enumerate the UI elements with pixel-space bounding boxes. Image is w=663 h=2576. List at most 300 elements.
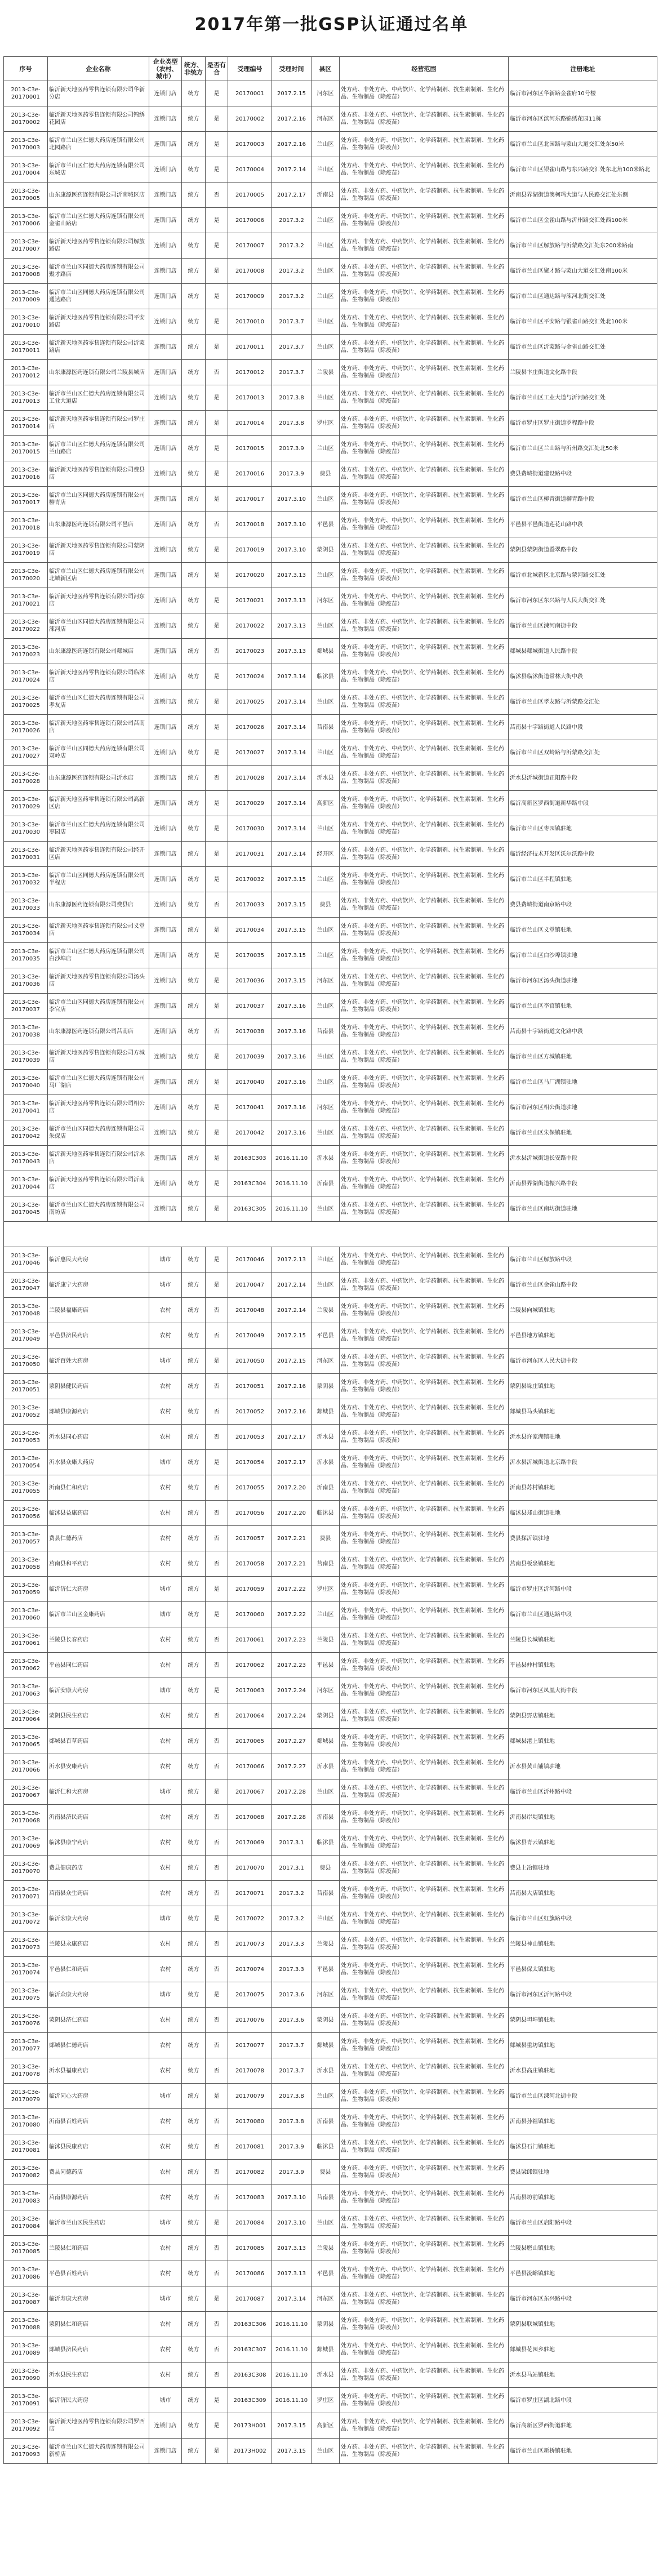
table-row bbox=[4, 2109, 657, 2134]
county-cell: 兰山区 bbox=[312, 918, 340, 943]
acceptance-number-cell: 20170042 bbox=[228, 1120, 272, 1146]
business-scope-cell: 处方药、非处方药、中药饮片、化学药制剂、抗生素制剂、生化药品、生物制品（除疫苗） bbox=[340, 1171, 509, 1196]
acceptance-number-cell: 20170079 bbox=[228, 2084, 272, 2109]
rx-status-cell: 统方 bbox=[182, 766, 206, 791]
acceptance-number-cell: 20170072 bbox=[228, 1906, 272, 1932]
serial-cell: 2013-C3e-20170024 bbox=[4, 664, 48, 689]
acceptance-date-cell: 2017.2.23 bbox=[272, 1653, 312, 1678]
business-scope-cell: 处方药、非处方药、中药饮片、化学药制剂、抗生素制剂、生化药品、生物制品（除疫苗） bbox=[340, 2439, 509, 2464]
rx-status-cell: 统方 bbox=[182, 1627, 206, 1653]
company-type-cell: 农村 bbox=[149, 1932, 182, 1957]
business-scope-cell: 处方药、非处方药、中药饮片、化学药制剂、抗生素制剂、生化药品、生物制品（除疫苗） bbox=[340, 2033, 509, 2058]
qualified-cell: 是 bbox=[206, 1982, 228, 2008]
company-name-cell: 平邑县济民药店 bbox=[48, 1323, 149, 1349]
company-type-cell: 农村 bbox=[149, 2058, 182, 2084]
serial-cell: 2013-C3e-20170052 bbox=[4, 1399, 48, 1425]
acceptance-number-cell: 20170087 bbox=[228, 2286, 272, 2312]
acceptance-number-cell: 20170066 bbox=[228, 1754, 272, 1779]
county-cell: 郯城县 bbox=[312, 2033, 340, 2058]
business-scope-cell: 处方药、非处方药、中药饮片、化学药制剂、抗生素制剂、生化药品、生物制品（除疫苗） bbox=[340, 1273, 509, 1298]
acceptance-number-cell: 20170059 bbox=[228, 1577, 272, 1602]
acceptance-number-cell: 20163C306 bbox=[228, 2312, 272, 2337]
acceptance-date-cell: 2017.3.2 bbox=[272, 1906, 312, 1932]
registered-address-cell: 费县梁邱镇驻地 bbox=[509, 2160, 657, 2185]
acceptance-number-cell: 20170060 bbox=[228, 1602, 272, 1627]
business-scope-cell: 处方药、非处方药、中药饮片、化学药制剂、抗生素制剂、生化药品、生物制品（除疫苗） bbox=[340, 208, 509, 233]
serial-cell: 2013-C3e-20170034 bbox=[4, 918, 48, 943]
registered-address-cell: 沂水县沂城街道正阳路中段 bbox=[509, 766, 657, 791]
table-row bbox=[4, 1957, 657, 1982]
qualified-cell: 否 bbox=[206, 2109, 228, 2134]
acceptance-number-cell: 20170086 bbox=[228, 2261, 272, 2286]
registered-address-cell: 郯城县马头镇驻地 bbox=[509, 1399, 657, 1425]
registered-address-cell: 临沂市兰山区马厂湖镇驻地 bbox=[509, 1070, 657, 1095]
business-scope-cell: 处方药、非处方药、中药饮片、化学药制剂、抗生素制剂、生化药品、生物制品（除疫苗） bbox=[340, 1374, 509, 1399]
business-scope-cell: 处方药、非处方药、中药饮片、化学药制剂、抗生素制剂、生化药品、生物制品（除疫苗） bbox=[340, 1957, 509, 1982]
county-cell: 郯城县 bbox=[312, 2337, 340, 2363]
acceptance-date-cell: 2017.2.16 bbox=[272, 1399, 312, 1425]
acceptance-number-cell: 20170055 bbox=[228, 1475, 272, 1501]
company-name-cell: 蒙阴县仁和药店 bbox=[48, 2312, 149, 2337]
rx-status-cell: 统方 bbox=[182, 208, 206, 233]
serial-cell: 2013-C3e-20170091 bbox=[4, 2388, 48, 2413]
company-type-cell: 连锁门店 bbox=[149, 259, 182, 284]
qualified-cell: 否 bbox=[206, 1526, 228, 1551]
company-name-cell: 临沂市兰山区仁德大药房连锁有限公司孝友店 bbox=[48, 689, 149, 715]
county-cell: 费县 bbox=[312, 892, 340, 918]
company-type-cell: 连锁门店 bbox=[149, 892, 182, 918]
company-name-cell: 临沂市兰山区仁德大药房连锁有限公司金雀山路店 bbox=[48, 208, 149, 233]
acceptance-number-cell: 20170070 bbox=[228, 1856, 272, 1881]
acceptance-date-cell: 2017.3.7 bbox=[272, 360, 312, 385]
county-cell: 沂水县 bbox=[312, 2363, 340, 2388]
county-cell: 兰山区 bbox=[312, 613, 340, 639]
company-type-cell: 连锁门店 bbox=[149, 740, 182, 766]
rx-status-cell: 统方 bbox=[182, 537, 206, 563]
acceptance-date-cell: 2017.3.7 bbox=[272, 335, 312, 360]
qualified-cell: 是 bbox=[206, 2210, 228, 2236]
registered-address-cell: 临沂经济技术开发区沃尔沃路中段 bbox=[509, 842, 657, 867]
county-cell: 河东区 bbox=[312, 1982, 340, 2008]
company-type-cell: 农村 bbox=[149, 2185, 182, 2210]
business-scope-cell: 处方药、非处方药、中药饮片、化学药制剂、抗生素制剂、生化药品、生物制品（除疫苗） bbox=[340, 588, 509, 613]
qualified-cell: 是 bbox=[206, 309, 228, 335]
table-row bbox=[4, 1501, 657, 1526]
company-name-cell: 山东康源医药连锁有限公司平邑店 bbox=[48, 512, 149, 537]
qualified-cell: 否 bbox=[206, 1019, 228, 1044]
company-type-cell: 连锁门店 bbox=[149, 1095, 182, 1120]
company-name-cell: 临沂安康大药房 bbox=[48, 1678, 149, 1703]
table-row bbox=[4, 994, 657, 1019]
table-row bbox=[4, 157, 657, 183]
company-name-cell: 蒙阴县民生药店 bbox=[48, 1703, 149, 1729]
acceptance-date-cell: 2017.2.27 bbox=[272, 1754, 312, 1779]
table-row bbox=[4, 1349, 657, 1374]
table-row bbox=[4, 867, 657, 892]
company-name-cell: 临沂宏康大药房 bbox=[48, 1906, 149, 1932]
business-scope-cell: 处方药、非处方药、中药饮片、化学药制剂、抗生素制剂、生化药品、生物制品（除疫苗） bbox=[340, 2337, 509, 2363]
qualified-cell: 是 bbox=[206, 1273, 228, 1298]
acceptance-date-cell: 2017.2.24 bbox=[272, 1703, 312, 1729]
registered-address-cell: 临沂市兰山区工业大道与沂河路交汇处 bbox=[509, 385, 657, 411]
table-row bbox=[4, 461, 657, 487]
qualified-cell: 否 bbox=[206, 1881, 228, 1906]
company-name-cell: 临沂市兰山区仁德大药房连锁有限公司马厂湖店 bbox=[48, 1070, 149, 1095]
county-cell: 沂水县 bbox=[312, 766, 340, 791]
business-scope-cell: 处方药、非处方药、中药饮片、化学药制剂、抗生素制剂、生化药品、生物制品（除疫苗） bbox=[340, 436, 509, 461]
rx-status-cell: 统方 bbox=[182, 1247, 206, 1273]
acceptance-date-cell: 2017.3.8 bbox=[272, 2109, 312, 2134]
registered-address-cell: 临沂市兰山区朱保镇驻地 bbox=[509, 1120, 657, 1146]
qualified-cell: 否 bbox=[206, 2058, 228, 2084]
acceptance-date-cell: 2017.3.16 bbox=[272, 1019, 312, 1044]
county-cell: 兰山区 bbox=[312, 233, 340, 259]
qualified-cell: 是 bbox=[206, 284, 228, 309]
county-cell: 兰山区 bbox=[312, 943, 340, 968]
qualified-cell: 是 bbox=[206, 842, 228, 867]
acceptance-date-cell: 2017.3.8 bbox=[272, 2084, 312, 2109]
table-row bbox=[4, 588, 657, 613]
rx-status-cell: 统方 bbox=[182, 689, 206, 715]
county-cell: 罗庄区 bbox=[312, 411, 340, 436]
county-cell: 兰山区 bbox=[312, 994, 340, 1019]
company-type-cell: 城市 bbox=[149, 1450, 182, 1475]
company-type-cell: 城市 bbox=[149, 2210, 182, 2236]
business-scope-cell: 处方药、非处方药、中药饮片、化学药制剂、抗生素制剂、生化药品、生物制品（除疫苗） bbox=[340, 1146, 509, 1171]
registered-address-cell: 临沂市北城新区北京路与蒙河路交汇处 bbox=[509, 563, 657, 588]
table-row bbox=[4, 563, 657, 588]
county-cell: 兰山区 bbox=[312, 689, 340, 715]
company-name-cell: 兰陵县永康药店 bbox=[48, 1932, 149, 1957]
rx-status-cell: 统方 bbox=[182, 588, 206, 613]
company-name-cell: 临沂市兰山区仁德大药房连锁有限公司南坊店 bbox=[48, 1196, 149, 1222]
registered-address-cell: 临沂市罗庄区罗庄街道罗程路中段 bbox=[509, 411, 657, 436]
serial-cell: 2013-C3e-20170010 bbox=[4, 309, 48, 335]
company-name-cell: 临沂市兰山区同德大药房连锁有限公司涑河店 bbox=[48, 613, 149, 639]
rx-status-cell: 统方 bbox=[182, 791, 206, 816]
header-cell: 序号 bbox=[4, 57, 48, 81]
serial-cell: 2013-C3e-20170049 bbox=[4, 1323, 48, 1349]
registered-address-cell: 临沂市河东区东兴路中段 bbox=[509, 2286, 657, 2312]
acceptance-date-cell: 2017.2.15 bbox=[272, 1323, 312, 1349]
table-row bbox=[4, 2160, 657, 2185]
acceptance-date-cell: 2017.3.10 bbox=[272, 2185, 312, 2210]
table-row bbox=[4, 918, 657, 943]
acceptance-date-cell: 2017.2.21 bbox=[272, 1526, 312, 1551]
company-name-cell: 蒙阴县健民药店 bbox=[48, 1374, 149, 1399]
company-name-cell: 临沂新天地医药零售连锁有限公司义堂店 bbox=[48, 918, 149, 943]
serial-cell: 2013-C3e-20170016 bbox=[4, 461, 48, 487]
rx-status-cell: 统方 bbox=[182, 1729, 206, 1754]
acceptance-date-cell: 2017.3.2 bbox=[272, 284, 312, 309]
company-type-cell: 连锁门店 bbox=[149, 867, 182, 892]
rx-status-cell: 统方 bbox=[182, 1653, 206, 1678]
company-type-cell: 连锁门店 bbox=[149, 487, 182, 512]
serial-cell: 2013-C3e-20170051 bbox=[4, 1374, 48, 1399]
qualified-cell: 是 bbox=[206, 537, 228, 563]
business-scope-cell: 处方药、非处方药、中药饮片、化学药制剂、抗生素制剂、生化药品、生物制品（除疫苗） bbox=[340, 740, 509, 766]
rx-status-cell: 统方 bbox=[182, 1856, 206, 1881]
acceptance-date-cell: 2017.2.24 bbox=[272, 1678, 312, 1703]
county-cell: 莒南县 bbox=[312, 1551, 340, 1577]
acceptance-number-cell: 20170004 bbox=[228, 157, 272, 183]
county-cell: 临沭县 bbox=[312, 664, 340, 689]
serial-cell: 2013-C3e-20170076 bbox=[4, 2008, 48, 2033]
acceptance-number-cell: 20170007 bbox=[228, 233, 272, 259]
rx-status-cell: 统方 bbox=[182, 1120, 206, 1146]
company-type-cell: 农村 bbox=[149, 2109, 182, 2134]
company-name-cell: 临沂市兰山区仁德大药房连锁有限公司新桥店 bbox=[48, 2439, 149, 2464]
company-type-cell: 连锁门店 bbox=[149, 639, 182, 664]
business-scope-cell: 处方药、非处方药、中药饮片、化学药制剂、抗生素制剂、生化药品、生物制品（除疫苗） bbox=[340, 689, 509, 715]
qualified-cell: 否 bbox=[206, 766, 228, 791]
table-row bbox=[4, 487, 657, 512]
rx-status-cell: 统方 bbox=[182, 1323, 206, 1349]
table-row bbox=[4, 943, 657, 968]
county-cell: 兰山区 bbox=[312, 487, 340, 512]
qualified-cell: 否 bbox=[206, 183, 228, 208]
qualified-cell: 是 bbox=[206, 132, 228, 157]
company-type-cell: 城市 bbox=[149, 2388, 182, 2413]
rx-status-cell: 统方 bbox=[182, 1754, 206, 1779]
qualified-cell: 是 bbox=[206, 791, 228, 816]
serial-cell: 2013-C3e-20170037 bbox=[4, 994, 48, 1019]
business-scope-cell: 处方药、非处方药、中药饮片、化学药制剂、抗生素制剂、生化药品、生物制品（除疫苗） bbox=[340, 1450, 509, 1475]
table-row bbox=[4, 183, 657, 208]
acceptance-number-cell: 20170012 bbox=[228, 360, 272, 385]
qualified-cell: 是 bbox=[206, 2388, 228, 2413]
registered-address-cell: 蒙阴县垛庄镇驻地 bbox=[509, 1374, 657, 1399]
serial-cell: 2013-C3e-20170069 bbox=[4, 1830, 48, 1856]
registered-address-cell: 平邑县保太镇驻地 bbox=[509, 1957, 657, 1982]
company-name-cell: 临沭县益康药店 bbox=[48, 1501, 149, 1526]
acceptance-date-cell: 2017.3.7 bbox=[272, 309, 312, 335]
page-title: 2017年第一批GSP认证通过名单 bbox=[194, 15, 469, 34]
business-scope-cell: 处方药、非处方药、中药饮片、化学药制剂、抗生素制剂、生化药品、生物制品（除疫苗） bbox=[340, 2286, 509, 2312]
company-type-cell: 连锁门店 bbox=[149, 512, 182, 537]
registered-address-cell: 临沭县石门镇驻地 bbox=[509, 2134, 657, 2160]
acceptance-number-cell: 20170083 bbox=[228, 2185, 272, 2210]
serial-cell: 2013-C3e-20170077 bbox=[4, 2033, 48, 2058]
serial-cell: 2013-C3e-20170057 bbox=[4, 1526, 48, 1551]
qualified-cell: 否 bbox=[206, 512, 228, 537]
company-type-cell: 农村 bbox=[149, 1399, 182, 1425]
business-scope-cell: 处方药、非处方药、中药饮片、化学药制剂、抗生素制剂、生化药品、生物制品（除疫苗） bbox=[340, 81, 509, 106]
table-row bbox=[4, 1070, 657, 1095]
business-scope-cell: 处方药、非处方药、中药饮片、化学药制剂、抗生素制剂、生化药品、生物制品（除疫苗） bbox=[340, 2413, 509, 2439]
acceptance-number-cell: 20170052 bbox=[228, 1399, 272, 1425]
business-scope-cell: 处方药、非处方药、中药饮片、化学药制剂、抗生素制剂、生化药品、生物制品（除疫苗） bbox=[340, 1627, 509, 1653]
rx-status-cell: 统方 bbox=[182, 2033, 206, 2058]
acceptance-date-cell: 2017.2.17 bbox=[272, 1450, 312, 1475]
serial-cell: 2013-C3e-20170089 bbox=[4, 2337, 48, 2363]
business-scope-cell: 处方药、非处方药、中药饮片、化学药制剂、抗生素制剂、生化药品、生物制品（除疫苗） bbox=[340, 106, 509, 132]
rx-status-cell: 统方 bbox=[182, 2236, 206, 2261]
company-type-cell: 连锁门店 bbox=[149, 994, 182, 1019]
county-cell: 费县 bbox=[312, 1856, 340, 1881]
company-type-cell: 连锁门店 bbox=[149, 943, 182, 968]
county-cell: 平邑县 bbox=[312, 1323, 340, 1349]
table-row bbox=[4, 892, 657, 918]
acceptance-number-cell: 20170082 bbox=[228, 2160, 272, 2185]
serial-cell: 2013-C3e-20170053 bbox=[4, 1425, 48, 1450]
table-row bbox=[4, 1703, 657, 1729]
company-type-cell: 连锁门店 bbox=[149, 157, 182, 183]
qualified-cell: 是 bbox=[206, 563, 228, 588]
serial-cell: 2013-C3e-20170026 bbox=[4, 715, 48, 740]
county-cell: 兰山区 bbox=[312, 1120, 340, 1146]
business-scope-cell: 处方药、非处方药、中药饮片、化学药制剂、抗生素制剂、生化药品、生物制品（除疫苗） bbox=[340, 2134, 509, 2160]
table-row bbox=[4, 233, 657, 259]
rx-status-cell: 统方 bbox=[182, 1602, 206, 1627]
serial-cell: 2013-C3e-20170007 bbox=[4, 233, 48, 259]
registered-address-cell: 临沂市兰山区兰山路与沂州路交汇处北50米 bbox=[509, 436, 657, 461]
serial-cell: 2013-C3e-20170092 bbox=[4, 2413, 48, 2439]
company-type-cell: 连锁门店 bbox=[149, 918, 182, 943]
serial-cell: 2013-C3e-20170090 bbox=[4, 2363, 48, 2388]
rx-status-cell: 统方 bbox=[182, 309, 206, 335]
qualified-cell: 是 bbox=[206, 259, 228, 284]
business-scope-cell: 处方药、非处方药、中药饮片、化学药制剂、抗生素制剂、生化药品、生物制品（除疫苗） bbox=[340, 1323, 509, 1349]
registered-address-cell: 临沂市兰山区金雀山路中段 bbox=[509, 1273, 657, 1298]
acceptance-number-cell: 20170027 bbox=[228, 740, 272, 766]
qualified-cell: 是 bbox=[206, 1044, 228, 1070]
company-name-cell: 临沂新天地医药零售连锁有限公司方城店 bbox=[48, 1044, 149, 1070]
table-row bbox=[4, 1602, 657, 1627]
serial-cell: 2013-C3e-20170084 bbox=[4, 2210, 48, 2236]
registered-address-cell: 临沂市兰山区聚才路与蒙山大道交汇处南100米 bbox=[509, 259, 657, 284]
business-scope-cell: 处方药、非处方药、中药饮片、化学药制剂、抗生素制剂、生化药品、生物制品（除疫苗） bbox=[340, 1120, 509, 1146]
qualified-cell: 否 bbox=[206, 1627, 228, 1653]
qualified-cell: 是 bbox=[206, 1095, 228, 1120]
acceptance-date-cell: 2017.3.2 bbox=[272, 208, 312, 233]
county-cell: 兰山区 bbox=[312, 1779, 340, 1805]
rx-status-cell: 统方 bbox=[182, 740, 206, 766]
rx-status-cell: 统方 bbox=[182, 2160, 206, 2185]
rx-status-cell: 统方 bbox=[182, 943, 206, 968]
table-row bbox=[4, 1653, 657, 1678]
acceptance-number-cell: 20170050 bbox=[228, 1349, 272, 1374]
company-name-cell: 临沂市兰山区仁德大药房连锁有限公司东城店 bbox=[48, 157, 149, 183]
rx-status-cell: 统方 bbox=[182, 994, 206, 1019]
acceptance-number-cell: 20170063 bbox=[228, 1678, 272, 1703]
rx-status-cell: 统方 bbox=[182, 2413, 206, 2439]
company-name-cell: 临沂市兰山区民生药店 bbox=[48, 2210, 149, 2236]
company-name-cell: 山东康源医药连锁有限公司郯城店 bbox=[48, 639, 149, 664]
company-name-cell: 临沂济仁大药房 bbox=[48, 1577, 149, 1602]
acceptance-number-cell: 20170006 bbox=[228, 208, 272, 233]
acceptance-date-cell: 2017.3.14 bbox=[272, 689, 312, 715]
qualified-cell: 是 bbox=[206, 867, 228, 892]
table-row bbox=[4, 2337, 657, 2363]
company-type-cell: 城市 bbox=[149, 1247, 182, 1273]
company-type-cell: 农村 bbox=[149, 1627, 182, 1653]
registered-address-cell: 蒙阴县联城镇驻地 bbox=[509, 2312, 657, 2337]
county-cell: 郯城县 bbox=[312, 1399, 340, 1425]
qualified-cell: 否 bbox=[206, 2185, 228, 2210]
business-scope-cell: 处方药、非处方药、中药饮片、化学药制剂、抗生素制剂、生化药品、生物制品（除疫苗） bbox=[340, 1196, 509, 1222]
company-name-cell: 临沂新天地医药零售连锁有限公司罗庄店 bbox=[48, 411, 149, 436]
county-cell: 平邑县 bbox=[312, 1653, 340, 1678]
county-cell: 沂南县 bbox=[312, 1805, 340, 1830]
acceptance-date-cell: 2017.3.16 bbox=[272, 1044, 312, 1070]
county-cell: 蒙阴县 bbox=[312, 2008, 340, 2033]
rx-status-cell: 统方 bbox=[182, 1906, 206, 1932]
county-cell: 兰山区 bbox=[312, 385, 340, 411]
serial-cell: 2013-C3e-20170078 bbox=[4, 2058, 48, 2084]
company-type-cell: 城市 bbox=[149, 1906, 182, 1932]
acceptance-number-cell: 20170029 bbox=[228, 791, 272, 816]
county-cell: 河东区 bbox=[312, 968, 340, 994]
table-row bbox=[4, 1779, 657, 1805]
serial-cell: 2013-C3e-20170058 bbox=[4, 1551, 48, 1577]
qualified-cell: 否 bbox=[206, 892, 228, 918]
business-scope-cell: 处方药、非处方药、中药饮片、化学药制剂、抗生素制剂、生化药品、生物制品（除疫苗） bbox=[340, 411, 509, 436]
acceptance-number-cell: 20170069 bbox=[228, 1830, 272, 1856]
county-cell: 沂南县 bbox=[312, 183, 340, 208]
registered-address-cell: 费县费城街道南京路中段 bbox=[509, 892, 657, 918]
county-cell: 蒙阴县 bbox=[312, 1703, 340, 1729]
serial-cell: 2013-C3e-20170081 bbox=[4, 2134, 48, 2160]
table-row bbox=[4, 1805, 657, 1830]
acceptance-date-cell: 2017.3.13 bbox=[272, 563, 312, 588]
registered-address-cell: 蒙阴县坦埠镇驻地 bbox=[509, 2008, 657, 2033]
serial-cell: 2013-C3e-20170073 bbox=[4, 1932, 48, 1957]
qualified-cell: 是 bbox=[206, 2439, 228, 2464]
serial-cell: 2013-C3e-20170086 bbox=[4, 2261, 48, 2286]
business-scope-cell: 处方药、非处方药、中药饮片、化学药制剂、抗生素制剂、生化药品、生物制品（除疫苗） bbox=[340, 2058, 509, 2084]
table-row bbox=[4, 436, 657, 461]
registered-address-cell: 沂南县苏村镇驻地 bbox=[509, 1475, 657, 1501]
registered-address-cell: 临沂市河东区沂河路中段 bbox=[509, 1982, 657, 2008]
section-gap-cell bbox=[4, 1222, 657, 1247]
registered-address-cell: 费县探沂镇驻地 bbox=[509, 1526, 657, 1551]
serial-cell: 2013-C3e-20170062 bbox=[4, 1653, 48, 1678]
serial-cell: 2013-C3e-20170005 bbox=[4, 183, 48, 208]
acceptance-date-cell: 2017.2.17 bbox=[272, 1425, 312, 1450]
acceptance-number-cell: 20170001 bbox=[228, 81, 272, 106]
table-row bbox=[4, 1627, 657, 1653]
qualified-cell: 是 bbox=[206, 715, 228, 740]
acceptance-date-cell: 2017.3.8 bbox=[272, 411, 312, 436]
qualified-cell: 是 bbox=[206, 968, 228, 994]
company-name-cell: 临沭县康宁药店 bbox=[48, 1830, 149, 1856]
company-name-cell: 郯城县百草药店 bbox=[48, 1729, 149, 1754]
business-scope-cell: 处方药、非处方药、中药饮片、化学药制剂、抗生素制剂、生化药品、生物制品（除疫苗） bbox=[340, 2363, 509, 2388]
company-type-cell: 连锁门店 bbox=[149, 537, 182, 563]
registered-address-cell: 临沂市兰山区枣园镇驻地 bbox=[509, 816, 657, 842]
registered-address-cell: 莒南县坊前镇驻地 bbox=[509, 2185, 657, 2210]
company-name-cell: 临沂同心大药房 bbox=[48, 2084, 149, 2109]
acceptance-date-cell: 2017.3.10 bbox=[272, 512, 312, 537]
serial-cell: 2013-C3e-20170022 bbox=[4, 613, 48, 639]
qualified-cell: 否 bbox=[206, 2236, 228, 2261]
registered-address-cell: 沂南县界湖街道澳柯玛大道与人民路交汇处东侧 bbox=[509, 183, 657, 208]
rx-status-cell: 统方 bbox=[182, 2312, 206, 2337]
registered-address-cell: 临沂市河东区东兴路与人民大街交汇处 bbox=[509, 588, 657, 613]
company-name-cell: 临沂百姓大药房 bbox=[48, 1349, 149, 1374]
acceptance-number-cell: 20170053 bbox=[228, 1425, 272, 1450]
acceptance-date-cell: 2017.2.22 bbox=[272, 1602, 312, 1627]
qualified-cell: 否 bbox=[206, 2033, 228, 2058]
county-cell: 临沭县 bbox=[312, 1501, 340, 1526]
company-type-cell: 连锁门店 bbox=[149, 385, 182, 411]
table-row bbox=[4, 284, 657, 309]
registered-address-cell: 莒南县板泉镇驻地 bbox=[509, 1551, 657, 1577]
company-name-cell: 临沂市兰山区仁德大药房连锁有限公司枣园店 bbox=[48, 816, 149, 842]
acceptance-date-cell: 2017.3.14 bbox=[272, 2286, 312, 2312]
company-name-cell: 临沂市兰山区金康药店 bbox=[48, 1602, 149, 1627]
